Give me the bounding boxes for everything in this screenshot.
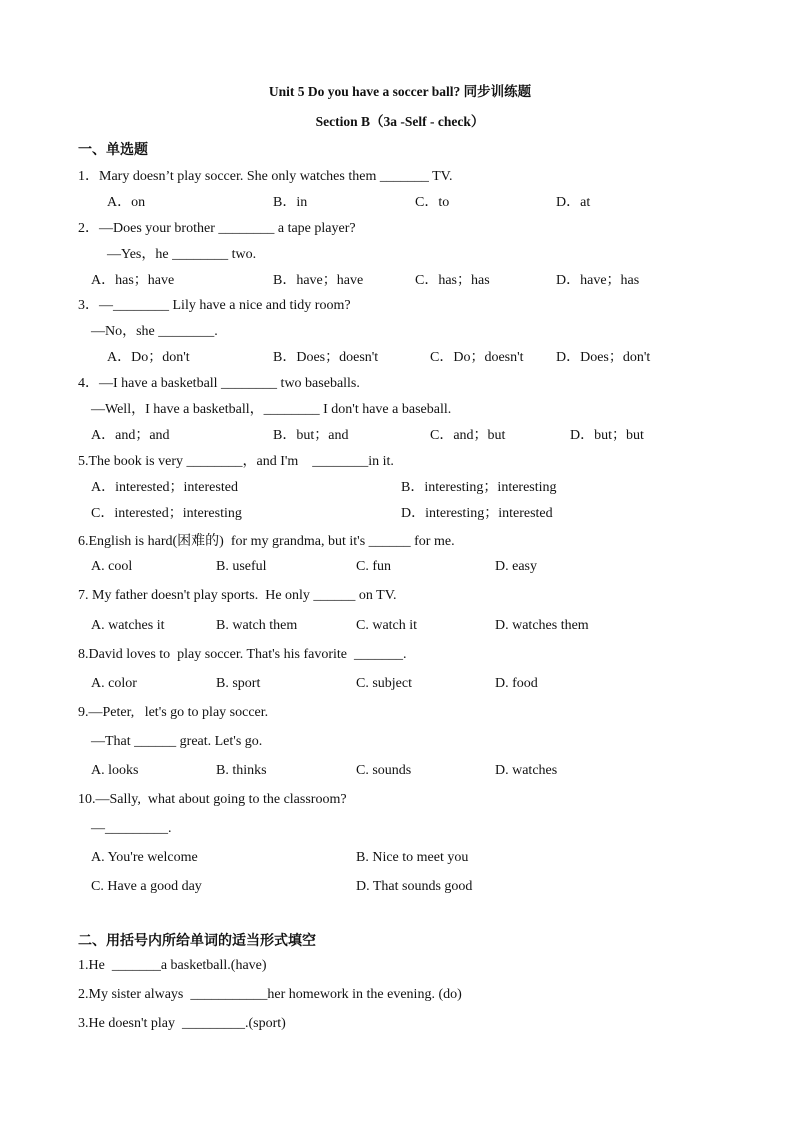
q5-option-b: B．interesting；interesting [401, 480, 557, 495]
q7-option-c: C. watch it [356, 618, 418, 633]
question-6-stem: 6.English is hard(困难的) for my grandma, but it's ______ for me. [78, 534, 455, 549]
question-3-line-2: —No，she ________. [91, 324, 218, 339]
q8-option-b: B. sport [216, 676, 261, 691]
page-title: Unit 5 Do you have a soccer ball? 同步训练题 [268, 84, 532, 99]
q9-option-d: D. watches [495, 763, 558, 778]
q8-option-c: C. subject [356, 676, 412, 691]
q2-option-d: D．have；has [556, 273, 640, 288]
q6-option-c: C. fun [356, 559, 391, 574]
q1-option-b: B．in [273, 195, 308, 210]
q8-option-a: A. color [91, 676, 137, 691]
q2-option-a: A．has；have [91, 273, 175, 288]
q7-option-a: A. watches it [91, 618, 165, 633]
question-4-line-2: —Well，I have a basketball，________ I don't have a baseball. [91, 402, 452, 417]
q5-option-a: A．interested；interested [91, 480, 238, 495]
q3-option-b: B．Does；doesn't [273, 350, 379, 365]
q10-option-c: C. Have a good day [91, 879, 202, 894]
q3-option-d: D．Does；don't [556, 350, 651, 365]
q10-option-b: B. Nice to meet you [356, 850, 469, 865]
q4-option-c: C．and；but [430, 428, 506, 443]
q1-option-d: D．at [556, 195, 591, 210]
question-8-stem: 8.David loves to play soccer. That's his favorite _______. [78, 647, 407, 662]
section-heading-single-choice: 一、单选题 [78, 142, 148, 158]
fill-in-item-2: 2.My sister always ___________her homework in the evening. (do) [78, 987, 462, 1002]
section-heading-fill-in: 二、用括号内所给单词的适当形式填空 [78, 933, 316, 949]
question-5-stem: 5.The book is very ________，and I'm ________in it. [78, 454, 394, 469]
question-10-stem: 10.—Sally, what about going to the classroom? [78, 792, 347, 807]
question-3-stem: 3．—________ Lily have a nice and tidy room? [78, 298, 351, 313]
q9-option-c: C. sounds [356, 763, 412, 778]
q4-option-a: A．and；and [91, 428, 170, 443]
question-9-line-2: —That ______ great. Let's go. [91, 734, 263, 749]
q9-option-b: B. thinks [216, 763, 267, 778]
q7-option-b: B. watch them [216, 618, 298, 633]
q3-option-a: A．Do；don't [107, 350, 190, 365]
q4-option-b: B．but；and [273, 428, 349, 443]
q3-option-c: C．Do；doesn't [430, 350, 524, 365]
q4-option-d: D．but；but [570, 428, 644, 443]
q1-option-c: C．to [415, 195, 450, 210]
q2-option-b: B．have；have [273, 273, 364, 288]
fill-in-item-3: 3.He doesn't play _________.(sport) [78, 1016, 286, 1031]
q6-option-b: B. useful [216, 559, 267, 574]
question-7-stem: 7. My father doesn't play sports. He only ______ on TV. [78, 588, 397, 603]
question-2-stem: 2．—Does your brother ________ a tape player? [78, 221, 356, 236]
q2-option-c: C．has；has [415, 273, 490, 288]
q9-option-a: A. looks [91, 763, 139, 778]
q5-option-c: C．interested；interesting [91, 506, 242, 521]
question-2-line-2: —Yes，he ________ two. [107, 247, 257, 262]
question-1-stem: 1．Mary doesn’t play soccer. She only watches them _______ TV. [78, 169, 453, 184]
page-subtitle: Section B（3a -Self - check） [315, 114, 485, 129]
q10-option-a: A. You're welcome [91, 850, 198, 865]
q1-option-a: A．on [107, 195, 146, 210]
fill-in-item-1: 1.He _______a basketball.(have) [78, 958, 267, 973]
q6-option-a: A. cool [91, 559, 133, 574]
question-10-line-2: —_________. [91, 821, 172, 836]
q8-option-d: D. food [495, 676, 538, 691]
question-9-stem: 9.—Peter, let's go to play soccer. [78, 705, 269, 720]
q5-option-d: D．interesting；interested [401, 506, 553, 521]
question-4-stem: 4．—I have a basketball ________ two baseballs. [78, 376, 360, 391]
q7-option-d: D. watches them [495, 618, 589, 633]
q6-option-d: D. easy [495, 559, 537, 574]
q10-option-d: D. That sounds good [356, 879, 473, 894]
